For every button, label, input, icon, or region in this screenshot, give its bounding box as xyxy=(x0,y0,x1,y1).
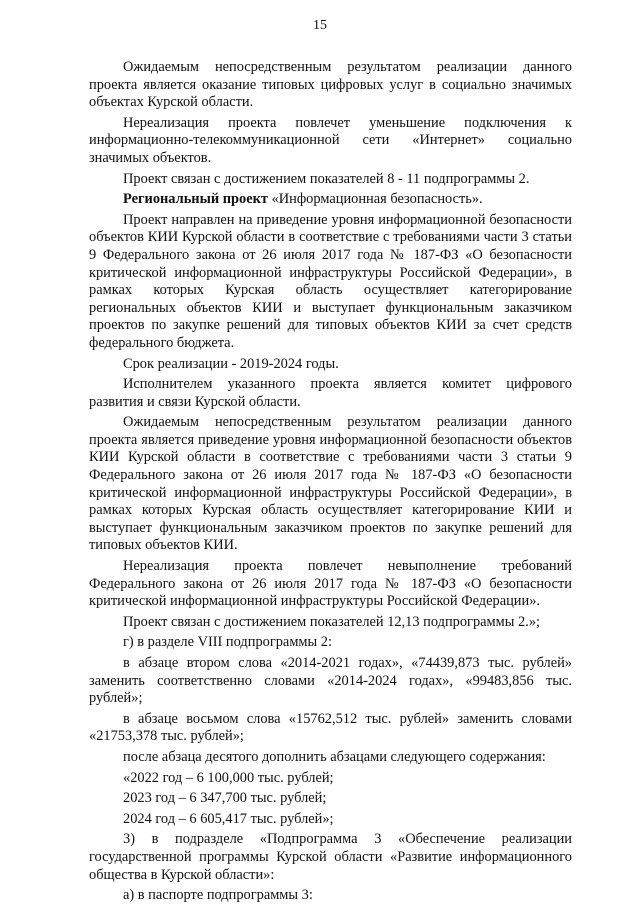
paragraph: «2022 год – 6 100,000 тыс. рублей; xyxy=(123,769,334,786)
paragraph: г) в разделе VIII подпрограммы 2: xyxy=(123,634,332,651)
paragraph: в абзаце втором слова «2014-2021 годах», «74439,873 тыс. рублей» заменить соответственно словами «2014-2024 годах», «99483,856 тыс. рублей»; xyxy=(89,655,572,707)
paragraph xyxy=(89,191,572,209)
paragraph: 2024 год – 6 605,417 тыс. рублей»; xyxy=(123,810,334,827)
paragraph: Ожидаемым непосредственным результатом реализации данного проекта является оказание типовых цифровых услуг в социально значимых объектах Курской области. xyxy=(89,59,572,111)
paragraph: Нереализация проекта повлечет невыполнение требований Федерального закона от 26 июля 2017 года № 187-ФЗ «О безопасности критической информационной инфраструктуры Российской Федерации». xyxy=(89,558,572,610)
paragraph: Проект направлен на приведение уровня информационной безопасности объектов КИИ Курской области в соответствие с требованиями части 3 статьи 9 Федерального закона от 26 июля 2017 года № 187-ФЗ «О безопасности критической информационной инфраструктуры Российской Федерации», в рамках которых Курская область осуществляет категорирование региональных объектов КИИ и выступает функциональным заказчиком проектов по закупке решений для типовых объектов КИИ за счет средств федерального бюджета. xyxy=(89,211,572,351)
paragraph: а) в паспорте подпрограммы 3: xyxy=(123,887,313,904)
paragraph: Проект связан с достижением показателей 8 - 11 подпрограммы 2. xyxy=(123,170,530,187)
regional-project-title: «Информационная безопасность». xyxy=(267,191,483,208)
page-number: 15 xyxy=(313,18,327,33)
paragraph: после абзаца десятого дополнить абзацами следующего содержания: xyxy=(123,748,546,765)
paragraph: Срок реализации - 2019-2024 годы. xyxy=(123,355,339,372)
paragraph: Исполнителем указанного проекта является комитет цифрового развития и связи Курской области. xyxy=(89,376,572,410)
document-body xyxy=(89,59,572,908)
regional-project-label: Региональный проект xyxy=(123,191,268,208)
paragraph: Нереализация проекта повлечет уменьшение подключения к информационно-телекоммуникационной сети «Интернет» социально значимых объектов. xyxy=(89,114,572,166)
paragraph: в абзаце восьмом слова «15762,512 тыс. рублей» заменить словами «21753,378 тыс. рублей»; xyxy=(89,710,572,745)
paragraph: Проект связан с достижением показателей 12,13 подпрограммы 2.»; xyxy=(123,613,541,630)
paragraph: 2023 год – 6 347,700 тыс. рублей; xyxy=(123,790,327,807)
paragraph: Ожидаемым непосредственным результатом реализации данного проекта является приведение уровня информационной безопасности объектов КИИ Курской области в соответствие с требованиями части 3 статьи 9 Федерального закона от 26 июля 2017 года № 187-ФЗ «О безопасности критической информационной инфраструктуры Российской Федерации», в рамках которых Курская область осуществляет категорирование КИИ и выступает функциональным заказчиком проектов по закупке решений для типовых объектов КИИ. xyxy=(89,414,572,554)
paragraph: 3) в подразделе «Подпрограмма 3 «Обеспечение реализации государственной программы Курской области «Развитие информационного общества в Курской области»: xyxy=(89,831,572,883)
